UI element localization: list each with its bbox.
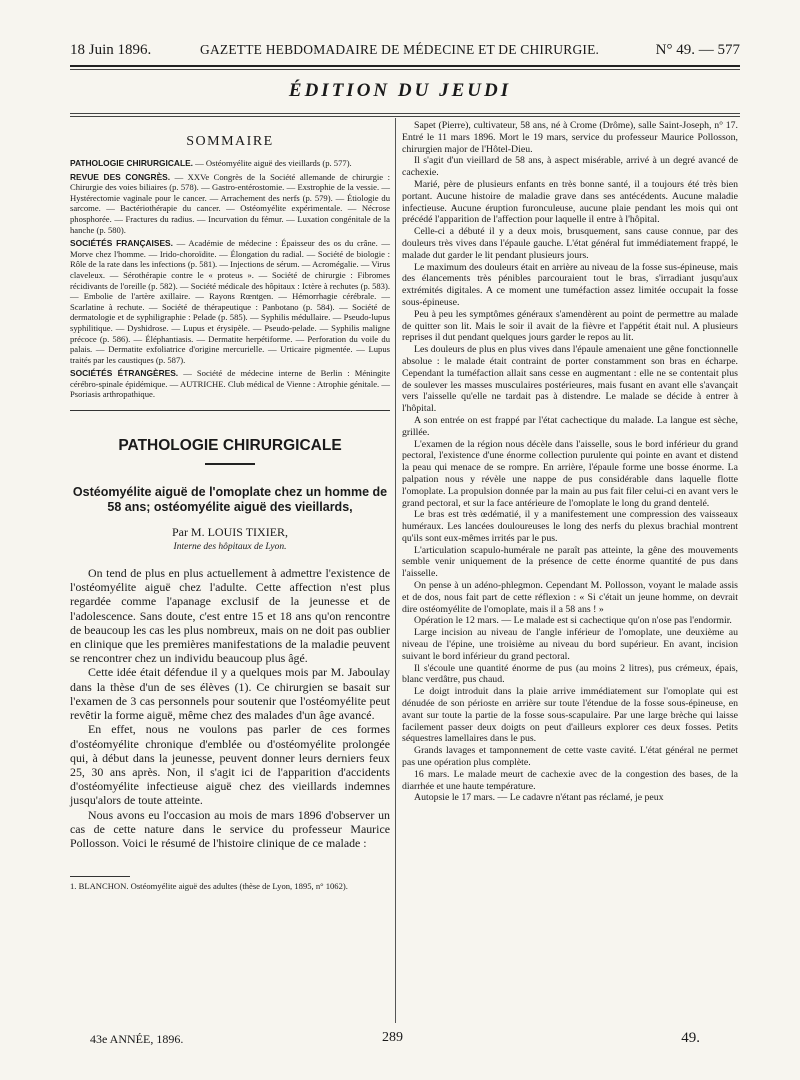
right-column [402,120,738,804]
body-paragraph: Les douleurs de plus en plus vives dans l'épaule amenaient une gêne fonctionnelle absolue : le malade était contraint de porter constamment son bras en écharpe. Cependant la tuméfaction allait sans cesse en augmentant : elle ne se contentait plus de soulever les masses musculaires postérieures, mais fusant en avant elle s'avançait vers l'aisselle qu'elle ne tardait pas à distendre. Le malade se décide à entrer à l'hôpital. [402,344,738,415]
body-paragraph: Le maximum des douleurs était en arrière au niveau de la fosse sus-épineuse, mais des élancements très pénibles parcouraient tout le bras, s'irradiant jusqu'aux extrémités digitales. A ce moment une tuméfaction assez limitée occupait la fosse sous-épineuse. [402,261,738,308]
running-header [70,40,740,60]
sommaire-section [70,158,390,169]
body-paragraph: Celle-ci a débuté il y a deux mois, brusquement, sans cause connue, par des douleurs très vives dans l'épaule gauche. L'état général fut immédiatement frappé, le malade dut garder le lit pendant plusieurs jours. [402,226,738,261]
sommaire-section [70,238,390,365]
body-paragraph: Large incision au niveau de l'angle inférieur de l'omoplate, une deuxième au niveau de l'épine, une troisième au niveau du bord supérieur. En avant, incision suivant le bord inférieur du grand pectoral. [402,627,738,662]
body-paragraph: 16 mars. Le malade meurt de cachexie avec de la congestion des bases, de la diarrhée et une haute température. [402,768,738,792]
body-paragraph: On tend de plus en plus actuellement à admettre l'existence de l'ostéomyélite aiguë chez l'adulte. Cette affection n'est plus regardée comme l'apanage exclusif de la jeunesse et de l'adolescence. Sans doute, c'est entre 15 et 18 ans qu'on rencontre de beaucoup les cas les plus nombreux, mais on ne doit pas oublier en clinique que les premières manifestations de la maladie peuvent se rencontrer chez un individu beaucoup plus âgé. [70,566,390,666]
edition-banner: ÉDITION DU JEUDI [288,80,512,101]
body-paragraph: Autopsie le 17 mars. — Le cadavre n'étant pas réclamé, je peux [414,792,664,804]
sommaire-section-label: PATHOLOGIE CHIRURGICALE. [70,158,193,168]
footnote: 1. BLANCHON. Ostéomyélite aiguë des adultes (thèse de Lyon, 1895, n° 1062). [70,881,348,892]
article-title: Ostéomyélite aiguë de l'omoplate chez un homme de 58 ans; ostéomyélite aiguë des vieillards, [72,485,388,515]
sommaire-section [70,172,390,236]
signature-mark: 49. [681,1030,700,1046]
body-paragraph: Sapet (Pierre), cultivateur, 58 ans, né à Crome (Drôme), salle Saint-Joseph, n° 17. Entré le 11 mars 1896. Mort le 19 mars, service du professeur Maurice Pollosson, chirurgien major de l'Hôtel-Dieu. [402,120,738,155]
section-heading: PATHOLOGIE CHIRURGICALE [118,437,342,455]
sommaire-section [70,368,390,400]
sommaire-section-text: — XXVe Congrès de la Société allemande de chirurgie : Chirurgie des voies biliaires (p. 578). — Gastro-entérostomie. — Exstrophie de la vessie. — Hystérectomie vaginale pour le cancer. — Arrachement des nerfs (p. 579). — Étiologie du sarcome. — Bactériothérapie du cancer. — Ostéomyélite expérimentale. — Nécrose phosphorée. — Fractures du radius. — Incurvation du fémur. — Luxation congénitale de la hanche (p. 580). [70,171,390,235]
body-paragraph: On pense à un adéno-phlegmon. Cependant M. Pollosson, voyant le malade assis et de dos, nous fait part de cette réflexion : « Si c'était un jeune homme, on devrait dire ostéomyélite de l'omoplate, mais il a 58 ans ! » [402,580,738,615]
body-paragraph: Le doigt introduit dans la plaie arrive immédiatement sur l'omoplate qui est dénudée de son périoste en arrière sur toute l'étendue de la fosse sous-épineuse, en avant sur toute la partie de la fosse sous-scapulaire. Par une large brèche qui laisse facilement passer deux doigts on peut d'ailleurs explorer ces deux fosses. Petits séquestres lamellaires dans le pus. [402,686,738,745]
volume-year: 43e ANNÉE, 1896. [90,1032,184,1046]
section-divider [70,410,390,411]
sommaire-section-text: — Société de médecine interne de Berlin : Méningite cérébro-spinale épidémique. — AUTRICHE. Club médical de Vienne : Atrophie génitale. — Psoriasis arthropathique. [70,368,391,400]
article-body-left [70,566,390,850]
left-column [70,118,390,892]
heading-rule [205,463,255,465]
body-paragraph: Peu à peu les symptômes généraux s'amendèrent au point de permettre au malade de quitter son lit. Mais le soir il avait de la fièvre et l'appétit était nul. A plusieurs reprises il dut pendant quelques jours garder le repos au lit. [402,308,738,344]
page-number: 289 [382,1030,403,1045]
sommaire-section-label: SOCIÉTÉS FRANÇAISES. [70,238,173,249]
issue-date: 18 Juin 1896. [70,42,152,58]
sommaire-list [70,158,390,400]
journal-title: GAZETTE HEBDOMADAIRE DE MÉDECINE ET DE CHIRURGIE. [200,42,600,57]
body-paragraph: Grands lavages et tamponnement de cette vaste cavité. L'état général ne permet pas une opération plus complète. [402,745,738,769]
body-paragraph: Il s'écoule une quantité énorme de pus (au moins 2 litres), pus crémeux, épais, blanc verdâtre, pus chaud. [402,662,738,686]
body-paragraph: Cette idée était défendue il y a quelques mois par M. Jaboulay dans la thèse d'un de ses élèves (1). Ce chirurgien se basait sur l'examen de 3 cas personnels pour soutenir que l'ostéomyélite peut revêtir la forme aiguë, même chez des malades d'un âge avancé. [70,665,390,723]
header-rule-thin [70,69,740,70]
header-rule [70,65,740,67]
page-footer [70,1028,740,1050]
sommaire-section-label: REVUE DES CONGRÈS. [70,171,171,182]
article-author: Par M. LOUIS TIXIER, [171,525,289,540]
body-paragraph: Opération le 12 mars. — Le malade est si cachectique qu'on n'ose pas l'endormir. [414,615,732,627]
sommaire-section-text: — Ostéomyélite aiguë des vieillards (p. 577). [193,158,352,168]
body-paragraph: L'articulation scapulo-humérale ne paraît pas atteinte, la gêne des mouvements semble venir uniquement de la présence de cette énorme quantité de pus dans l'aisselle. [402,544,738,580]
column-divider [395,118,396,1023]
edition-rule-2 [70,116,740,117]
issue-number: N° 49. — 577 [655,42,740,58]
body-paragraph: L'examen de la région nous décèle dans l'aisselle, sous le bord inférieur du grand pectoral, l'existence d'une énorme collection purulente qui pointe en avant et distend la peau qui menace de se rompre. En arrière, l'épaule forme une bosse énorme. La palpation nous y révèle une nappe de pus considérable dans laquelle flotte l'omoplate. La propulsion donnée par la main au pus fait filer celui-ci en avant vers le grand pectoral, et sur la face antérieure de l'omoplate le long du grand dentelé. [402,438,738,509]
body-paragraph: Nous avons eu l'occasion au mois de mars 1896 d'observer un cas de cette nature dans le service du professeur Maurice Pollosson. Voici le résumé de l'histoire clinique de ce malade : [70,807,390,850]
body-paragraph: Marié, père de plusieurs enfants en très bonne santé, il a toujours été très bien portant. Aucune histoire de maladie grave dans ses antécédents. Aucune maladie infectieuse. Aucune éruption furonculeuse, aucune plaie pendant les mois qui ont précédé l'apparition de l'affection pour laquelle il entre à l'hôpital. [402,178,738,226]
author-affiliation: Interne des hôpitaux de Lyon. [173,542,287,553]
body-paragraph: Le bras est très œdématié, il y a manifestement une compression des vaisseaux huméraux. Les lancées douloureuses le long des nerfs du plexus brachial montrent qu'ils sont eux-mêmes irrités par le pus. [402,509,738,544]
sommaire-section-label: SOCIÉTÉS ÉTRANGÈRES. [70,368,179,379]
article-body-right [402,120,738,804]
body-paragraph: Il s'agit d'un vieillard de 58 ans, à aspect misérable, arrivé à un degré avancé de cachexie. [402,155,738,179]
edition-rule [70,113,740,114]
body-paragraph: A son entrée on est frappé par l'état cachectique du malade. La langue est sèche, grillée. [402,414,738,438]
footnote-rule [70,876,130,877]
sommaire-title: SOMMAIRE [186,134,274,149]
sommaire-section-text: — Académie de médecine : Épaisseur des os du crâne. — Morve chez l'homme. — Irido-choroïdite. — Élongation du radial. — Société de biologie : Rôle de la rate dans les infections (p. 581). — Injections de sérum. — Acromégalie. — Virus claveleux. — Sérothérapie contre le « proteus ». — Société de chirurgie : Fibromes récidivants de l'oreille (p. 582). — Société médicale des hôpitaux : Ictère à rechutes (p. 583). — Embolie de l'artère axillaire. — Rayons Rœntgen. — Hémorrhagie cérébrale. — Scarlatine à rechute. — Société de thérapeutique : Panbotano (p. 584). — Société de dermatologie et de syphiligraphie : Pelade (p. 585). — Syphilis médullaire. — Pseudo-lupus syphilitique. — Dyshidrose. — Lupus et érysipèle. — Pseudo-pelade. — Syphilis maligne précoce (p. 586). — Éléphantiasis. — Dermatite herpétiforme. — Perforation du voile du palais. — Dermatite exfoliatrice d'origine mercurielle. — Urticaire pigmentée. — Lupus traités par les caustiques (p. 587). [70,238,390,365]
body-paragraph: En effet, nous ne voulons pas parler de ces formes d'ostéomyélite chronique d'emblée ou d'ostéomyélite prolongée qui, à début dans la jeunesse, peuvent donner leurs derniers feux 25, 30 ans après. Non, il s'agit ici de l'apparition d'accidents d'ostéomyélite infectieuse aiguë chez des vieillards indemnes jusqu'alors de toute atteinte. [70,722,390,808]
